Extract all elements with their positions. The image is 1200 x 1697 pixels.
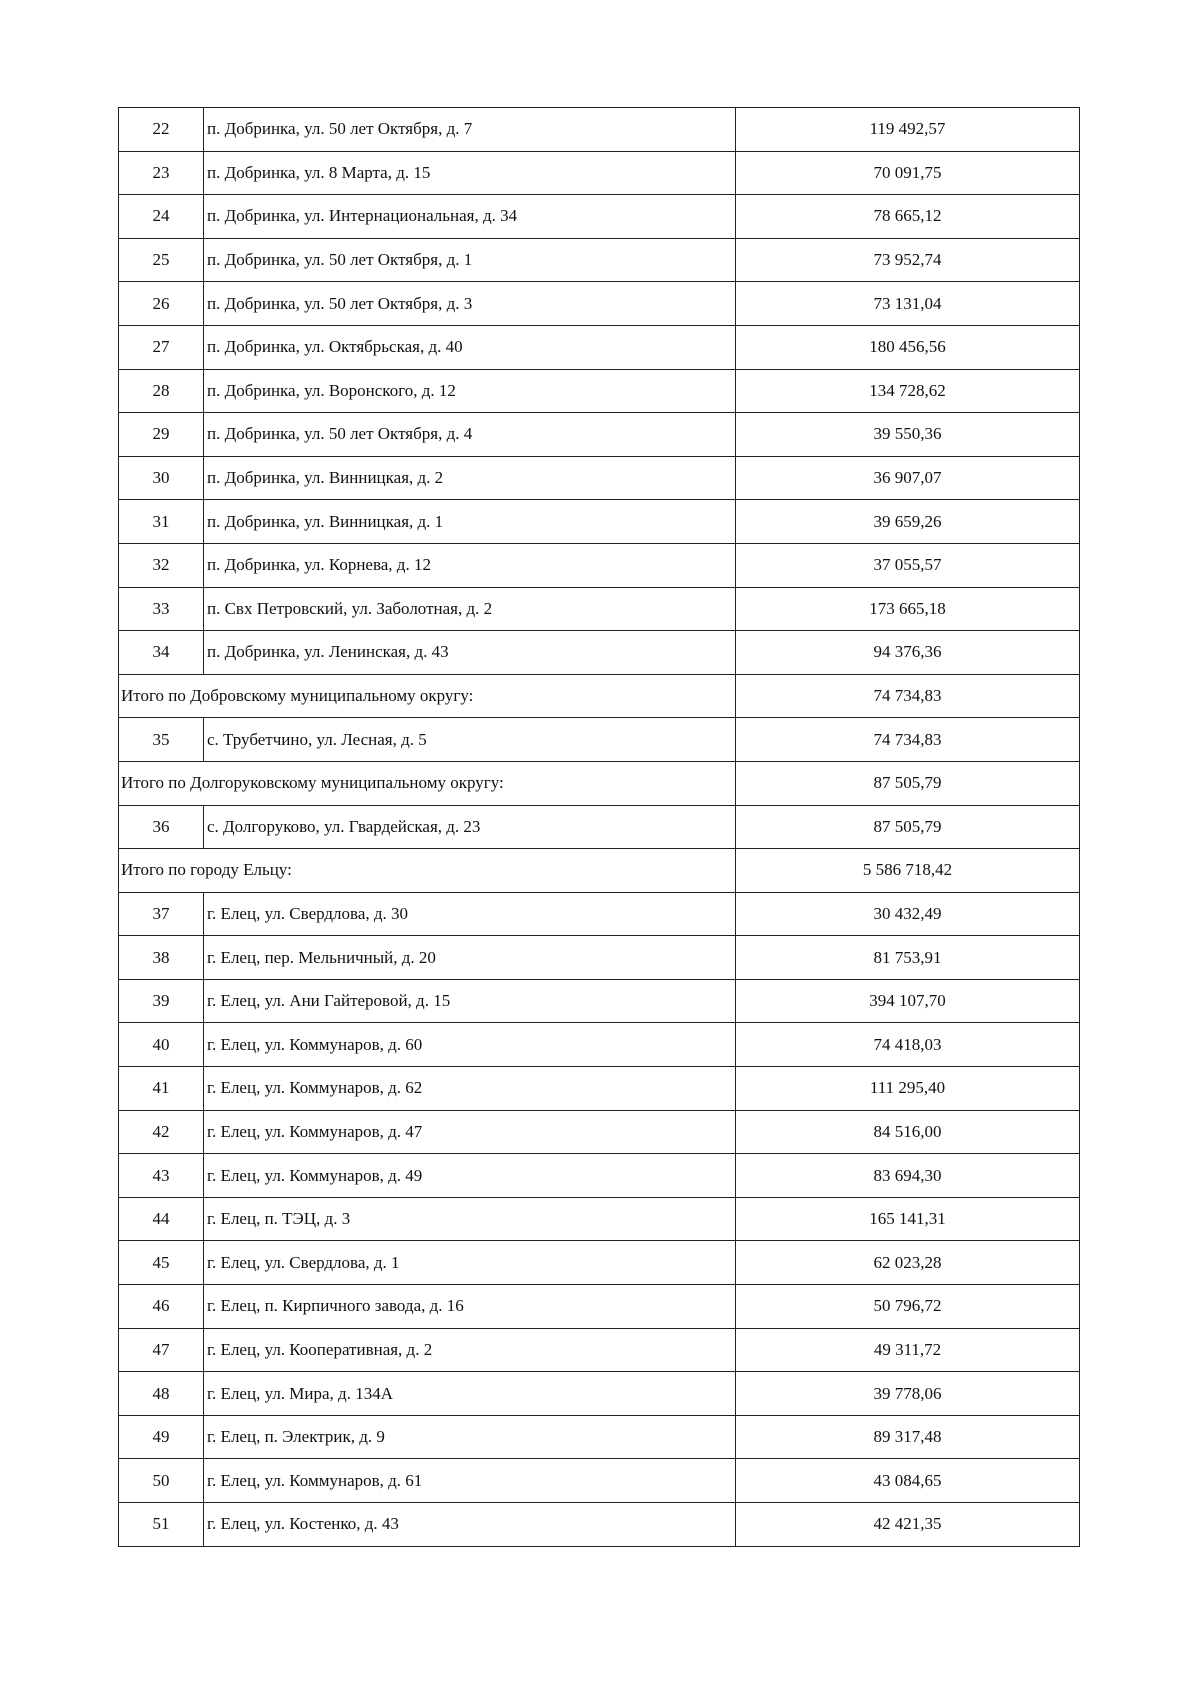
row-address: г. Елец, ул. Костенко, д. 43 xyxy=(204,1503,736,1547)
row-address: п. Добринка, ул. Винницкая, д. 1 xyxy=(204,500,736,544)
row-amount: 173 665,18 xyxy=(736,587,1080,631)
row-amount: 165 141,31 xyxy=(736,1197,1080,1241)
row-address: п. Добринка, ул. Интернациональная, д. 34 xyxy=(204,195,736,239)
row-number: 48 xyxy=(119,1372,204,1416)
table-row xyxy=(119,1023,1080,1067)
row-number: 35 xyxy=(119,718,204,762)
row-address: п. Добринка, ул. Октябрьская, д. 40 xyxy=(204,325,736,369)
row-number: 41 xyxy=(119,1067,204,1111)
row-number: 44 xyxy=(119,1197,204,1241)
row-number: 45 xyxy=(119,1241,204,1285)
row-address: п. Добринка, ул. Ленинская, д. 43 xyxy=(204,631,736,675)
row-number: 39 xyxy=(119,979,204,1023)
row-address: г. Елец, п. ТЭЦ, д. 3 xyxy=(204,1197,736,1241)
table-row xyxy=(119,1197,1080,1241)
table-row xyxy=(119,1285,1080,1329)
table-row xyxy=(119,805,1080,849)
row-amount: 89 317,48 xyxy=(736,1415,1080,1459)
row-number: 49 xyxy=(119,1415,204,1459)
table-row xyxy=(119,1328,1080,1372)
table-row xyxy=(119,892,1080,936)
row-amount: 42 421,35 xyxy=(736,1503,1080,1547)
table-row xyxy=(119,500,1080,544)
table-row xyxy=(119,238,1080,282)
row-amount: 70 091,75 xyxy=(736,151,1080,195)
row-address: п. Добринка, ул. 50 лет Октября, д. 4 xyxy=(204,413,736,457)
subtotal-label: Итого по Долгоруковскому муниципальному округу: xyxy=(119,761,736,805)
row-address: г. Елец, ул. Коммунаров, д. 49 xyxy=(204,1154,736,1198)
row-amount: 50 796,72 xyxy=(736,1285,1080,1329)
table-row xyxy=(119,936,1080,980)
row-amount: 39 778,06 xyxy=(736,1372,1080,1416)
row-number: 51 xyxy=(119,1503,204,1547)
row-amount: 81 753,91 xyxy=(736,936,1080,980)
row-number: 29 xyxy=(119,413,204,457)
table-row xyxy=(119,718,1080,762)
row-number: 23 xyxy=(119,151,204,195)
row-address: п. Добринка, ул. Корнева, д. 12 xyxy=(204,543,736,587)
row-number: 47 xyxy=(119,1328,204,1372)
subtotal-amount: 74 734,83 xyxy=(736,674,1080,718)
subtotal-row xyxy=(119,674,1080,718)
subtotal-label: Итого по городу Ельцу: xyxy=(119,849,736,893)
table-body xyxy=(119,108,1080,1547)
row-amount: 134 728,62 xyxy=(736,369,1080,413)
row-amount: 180 456,56 xyxy=(736,325,1080,369)
table-row xyxy=(119,979,1080,1023)
row-amount: 119 492,57 xyxy=(736,108,1080,152)
row-amount: 111 295,40 xyxy=(736,1067,1080,1111)
row-amount: 78 665,12 xyxy=(736,195,1080,239)
row-amount: 36 907,07 xyxy=(736,456,1080,500)
row-address: с. Долгоруково, ул. Гвардейская, д. 23 xyxy=(204,805,736,849)
row-number: 31 xyxy=(119,500,204,544)
row-address: с. Трубетчино, ул. Лесная, д. 5 xyxy=(204,718,736,762)
row-address: г. Елец, ул. Коммунаров, д. 47 xyxy=(204,1110,736,1154)
subtotal-row xyxy=(119,849,1080,893)
row-address: п. Добринка, ул. 50 лет Октября, д. 3 xyxy=(204,282,736,326)
row-amount: 30 432,49 xyxy=(736,892,1080,936)
row-number: 25 xyxy=(119,238,204,282)
row-amount: 39 659,26 xyxy=(736,500,1080,544)
row-number: 26 xyxy=(119,282,204,326)
row-address: п. Свх Петровский, ул. Заболотная, д. 2 xyxy=(204,587,736,631)
row-number: 37 xyxy=(119,892,204,936)
table-row xyxy=(119,1154,1080,1198)
row-address: п. Добринка, ул. 8 Марта, д. 15 xyxy=(204,151,736,195)
row-address: п. Добринка, ул. 50 лет Октября, д. 1 xyxy=(204,238,736,282)
row-amount: 84 516,00 xyxy=(736,1110,1080,1154)
row-amount: 74 734,83 xyxy=(736,718,1080,762)
table-row xyxy=(119,1415,1080,1459)
row-amount: 49 311,72 xyxy=(736,1328,1080,1372)
row-address: г. Елец, ул. Коммунаров, д. 61 xyxy=(204,1459,736,1503)
row-address: г. Елец, ул. Свердлова, д. 30 xyxy=(204,892,736,936)
row-amount: 394 107,70 xyxy=(736,979,1080,1023)
row-amount: 73 952,74 xyxy=(736,238,1080,282)
row-number: 43 xyxy=(119,1154,204,1198)
row-number: 46 xyxy=(119,1285,204,1329)
row-address: г. Елец, ул. Кооперативная, д. 2 xyxy=(204,1328,736,1372)
subtotal-row xyxy=(119,761,1080,805)
table-row xyxy=(119,1459,1080,1503)
row-amount: 73 131,04 xyxy=(736,282,1080,326)
row-amount: 83 694,30 xyxy=(736,1154,1080,1198)
table-row xyxy=(119,587,1080,631)
row-number: 42 xyxy=(119,1110,204,1154)
row-address: г. Елец, пер. Мельничный, д. 20 xyxy=(204,936,736,980)
table-row xyxy=(119,1241,1080,1285)
row-number: 32 xyxy=(119,543,204,587)
row-amount: 39 550,36 xyxy=(736,413,1080,457)
row-number: 28 xyxy=(119,369,204,413)
table-row xyxy=(119,413,1080,457)
row-amount: 37 055,57 xyxy=(736,543,1080,587)
row-number: 33 xyxy=(119,587,204,631)
table-row xyxy=(119,282,1080,326)
row-number: 40 xyxy=(119,1023,204,1067)
row-address: п. Добринка, ул. 50 лет Октября, д. 7 xyxy=(204,108,736,152)
subtotal-amount: 87 505,79 xyxy=(736,761,1080,805)
table-row xyxy=(119,151,1080,195)
row-address: г. Елец, ул. Коммунаров, д. 62 xyxy=(204,1067,736,1111)
row-address: г. Елец, ул. Коммунаров, д. 60 xyxy=(204,1023,736,1067)
table-row xyxy=(119,631,1080,675)
table-row xyxy=(119,369,1080,413)
table-row xyxy=(119,325,1080,369)
row-number: 22 xyxy=(119,108,204,152)
row-address: г. Елец, п. Электрик, д. 9 xyxy=(204,1415,736,1459)
table-row xyxy=(119,543,1080,587)
row-number: 27 xyxy=(119,325,204,369)
row-address: п. Добринка, ул. Винницкая, д. 2 xyxy=(204,456,736,500)
row-address: г. Елец, ул. Ани Гайтеровой, д. 15 xyxy=(204,979,736,1023)
row-address: г. Елец, ул. Свердлова, д. 1 xyxy=(204,1241,736,1285)
row-number: 34 xyxy=(119,631,204,675)
table-row xyxy=(119,1503,1080,1547)
subtotal-amount: 5 586 718,42 xyxy=(736,849,1080,893)
row-number: 30 xyxy=(119,456,204,500)
row-number: 24 xyxy=(119,195,204,239)
row-amount: 74 418,03 xyxy=(736,1023,1080,1067)
table-row xyxy=(119,456,1080,500)
row-address: п. Добринка, ул. Воронского, д. 12 xyxy=(204,369,736,413)
row-amount: 94 376,36 xyxy=(736,631,1080,675)
table-row xyxy=(119,195,1080,239)
table-row xyxy=(119,1110,1080,1154)
table-row xyxy=(119,108,1080,152)
table-row xyxy=(119,1067,1080,1111)
row-amount: 62 023,28 xyxy=(736,1241,1080,1285)
row-amount: 43 084,65 xyxy=(736,1459,1080,1503)
row-number: 50 xyxy=(119,1459,204,1503)
row-address: г. Елец, ул. Мира, д. 134А xyxy=(204,1372,736,1416)
table-row xyxy=(119,1372,1080,1416)
row-number: 38 xyxy=(119,936,204,980)
subtotal-label: Итого по Добровскому муниципальному округу: xyxy=(119,674,736,718)
row-address: г. Елец, п. Кирпичного завода, д. 16 xyxy=(204,1285,736,1329)
row-number: 36 xyxy=(119,805,204,849)
row-amount: 87 505,79 xyxy=(736,805,1080,849)
data-table xyxy=(118,107,1080,1547)
